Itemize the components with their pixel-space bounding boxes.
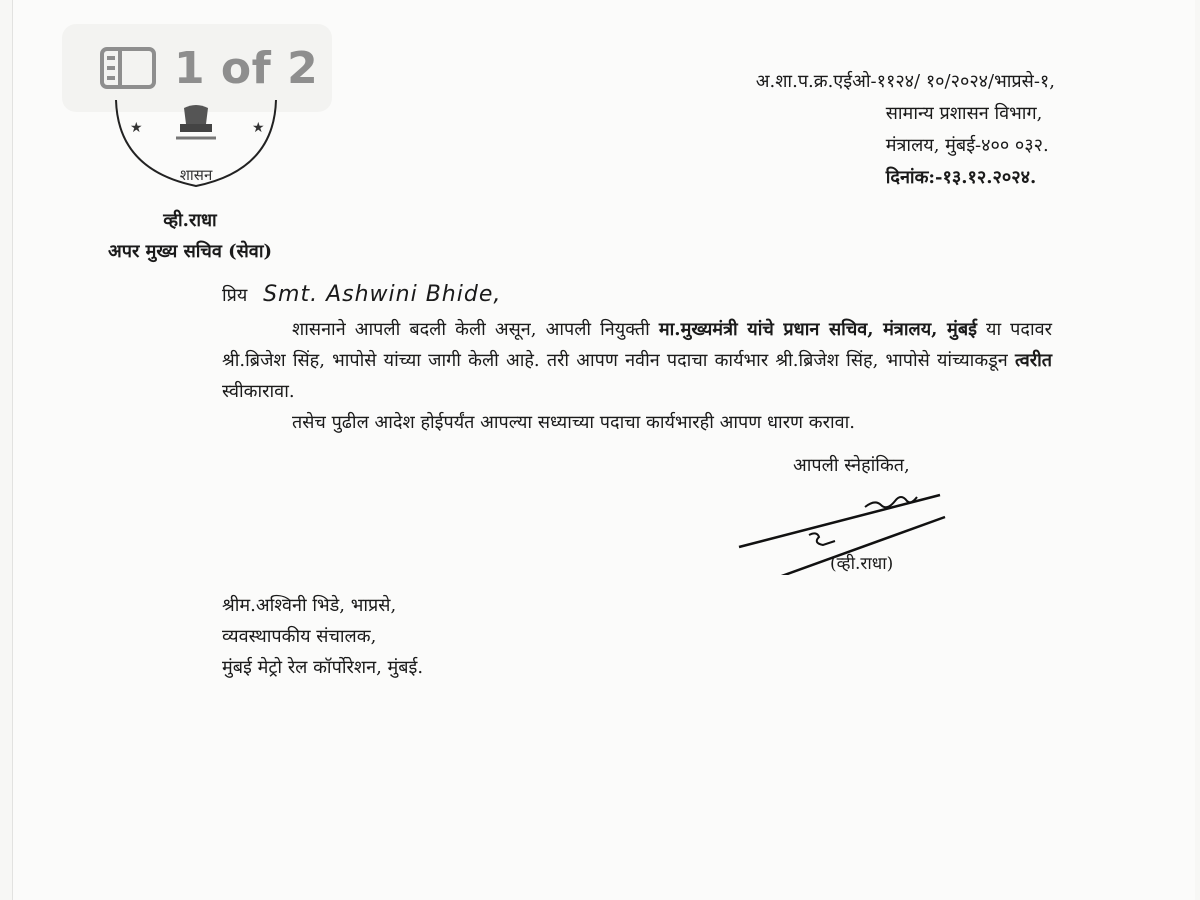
paragraph-1-text-c: स्वीकारावा. — [222, 381, 295, 402]
ashoka-emblem-icon — [110, 100, 282, 190]
signer-name: (व्ही.राधा) — [830, 554, 894, 574]
sender-block — [60, 205, 320, 267]
page-count-label: 1 of 2 — [174, 42, 319, 94]
closing-phrase: आपली स्नेहांकित, — [793, 455, 910, 476]
salutation-word: प्रिय — [222, 285, 248, 306]
handwritten-addressee: Smt. Ashwini Bhide, — [263, 282, 502, 307]
sender-designation: अपर मुख्य सचिव (सेवा) — [107, 241, 272, 262]
page-indicator[interactable] — [62, 24, 332, 112]
reference-number: अ.शा.प.क्र.एईओ-११२४/ १०/२०२४/भाप्रसे-१, — [755, 71, 1055, 92]
emblem-caption: शासन — [179, 166, 213, 184]
department-name: सामान्य प्रशासन विभाग, — [885, 103, 1043, 124]
recipient-block — [222, 590, 423, 683]
salutation — [222, 282, 501, 307]
recipient-organization: मुंबई मेट्रो रेल कॉर्पोरेशन, मुंबई. — [222, 657, 424, 678]
svg-text:★: ★ — [252, 120, 265, 136]
paragraph-1 — [222, 314, 1052, 407]
reference-block — [755, 66, 1055, 194]
paragraph-1-bold-b: त्वरीत — [1014, 350, 1052, 371]
sender-name: व्ही.राधा — [163, 210, 217, 231]
letter-date: दिनांक:-१३.१२.२०२४. — [885, 167, 1037, 188]
letter-body — [222, 314, 1052, 438]
paragraph-1-text-a: शासनाने आपली बदली केली असून, आपली नियुक्ती — [292, 319, 659, 340]
recipient-name: श्रीम.अश्विनी भिडे, भाप्रसे, — [222, 595, 397, 616]
pages-icon[interactable] — [100, 47, 156, 89]
office-address: मंत्रालय, मुंबई-४०० ०३२. — [885, 135, 1049, 156]
recipient-designation: व्यवस्थापकीय संचालक, — [222, 626, 377, 647]
paragraph-2: तसेच पुढील आदेश होईपर्यंत आपल्या सध्याच्या पदाचा कार्यभारही आपण धारण करावा. — [292, 412, 856, 433]
svg-text:★: ★ — [130, 120, 143, 136]
paragraph-1-text-b: या पदावर श्री.ब्रिजेश सिंह, भापोसे यांच्या जागी केली आहे. तरी आपण नवीन पदाचा कार्यभार श्री.ब्रिजेश सिंह, भापोसे यांच्याकडून — [222, 319, 1052, 371]
paragraph-1-bold-a: मा.मुख्यमंत्री यांचे प्रधान सचिव, मंत्रालय, मुंबई — [658, 319, 977, 340]
